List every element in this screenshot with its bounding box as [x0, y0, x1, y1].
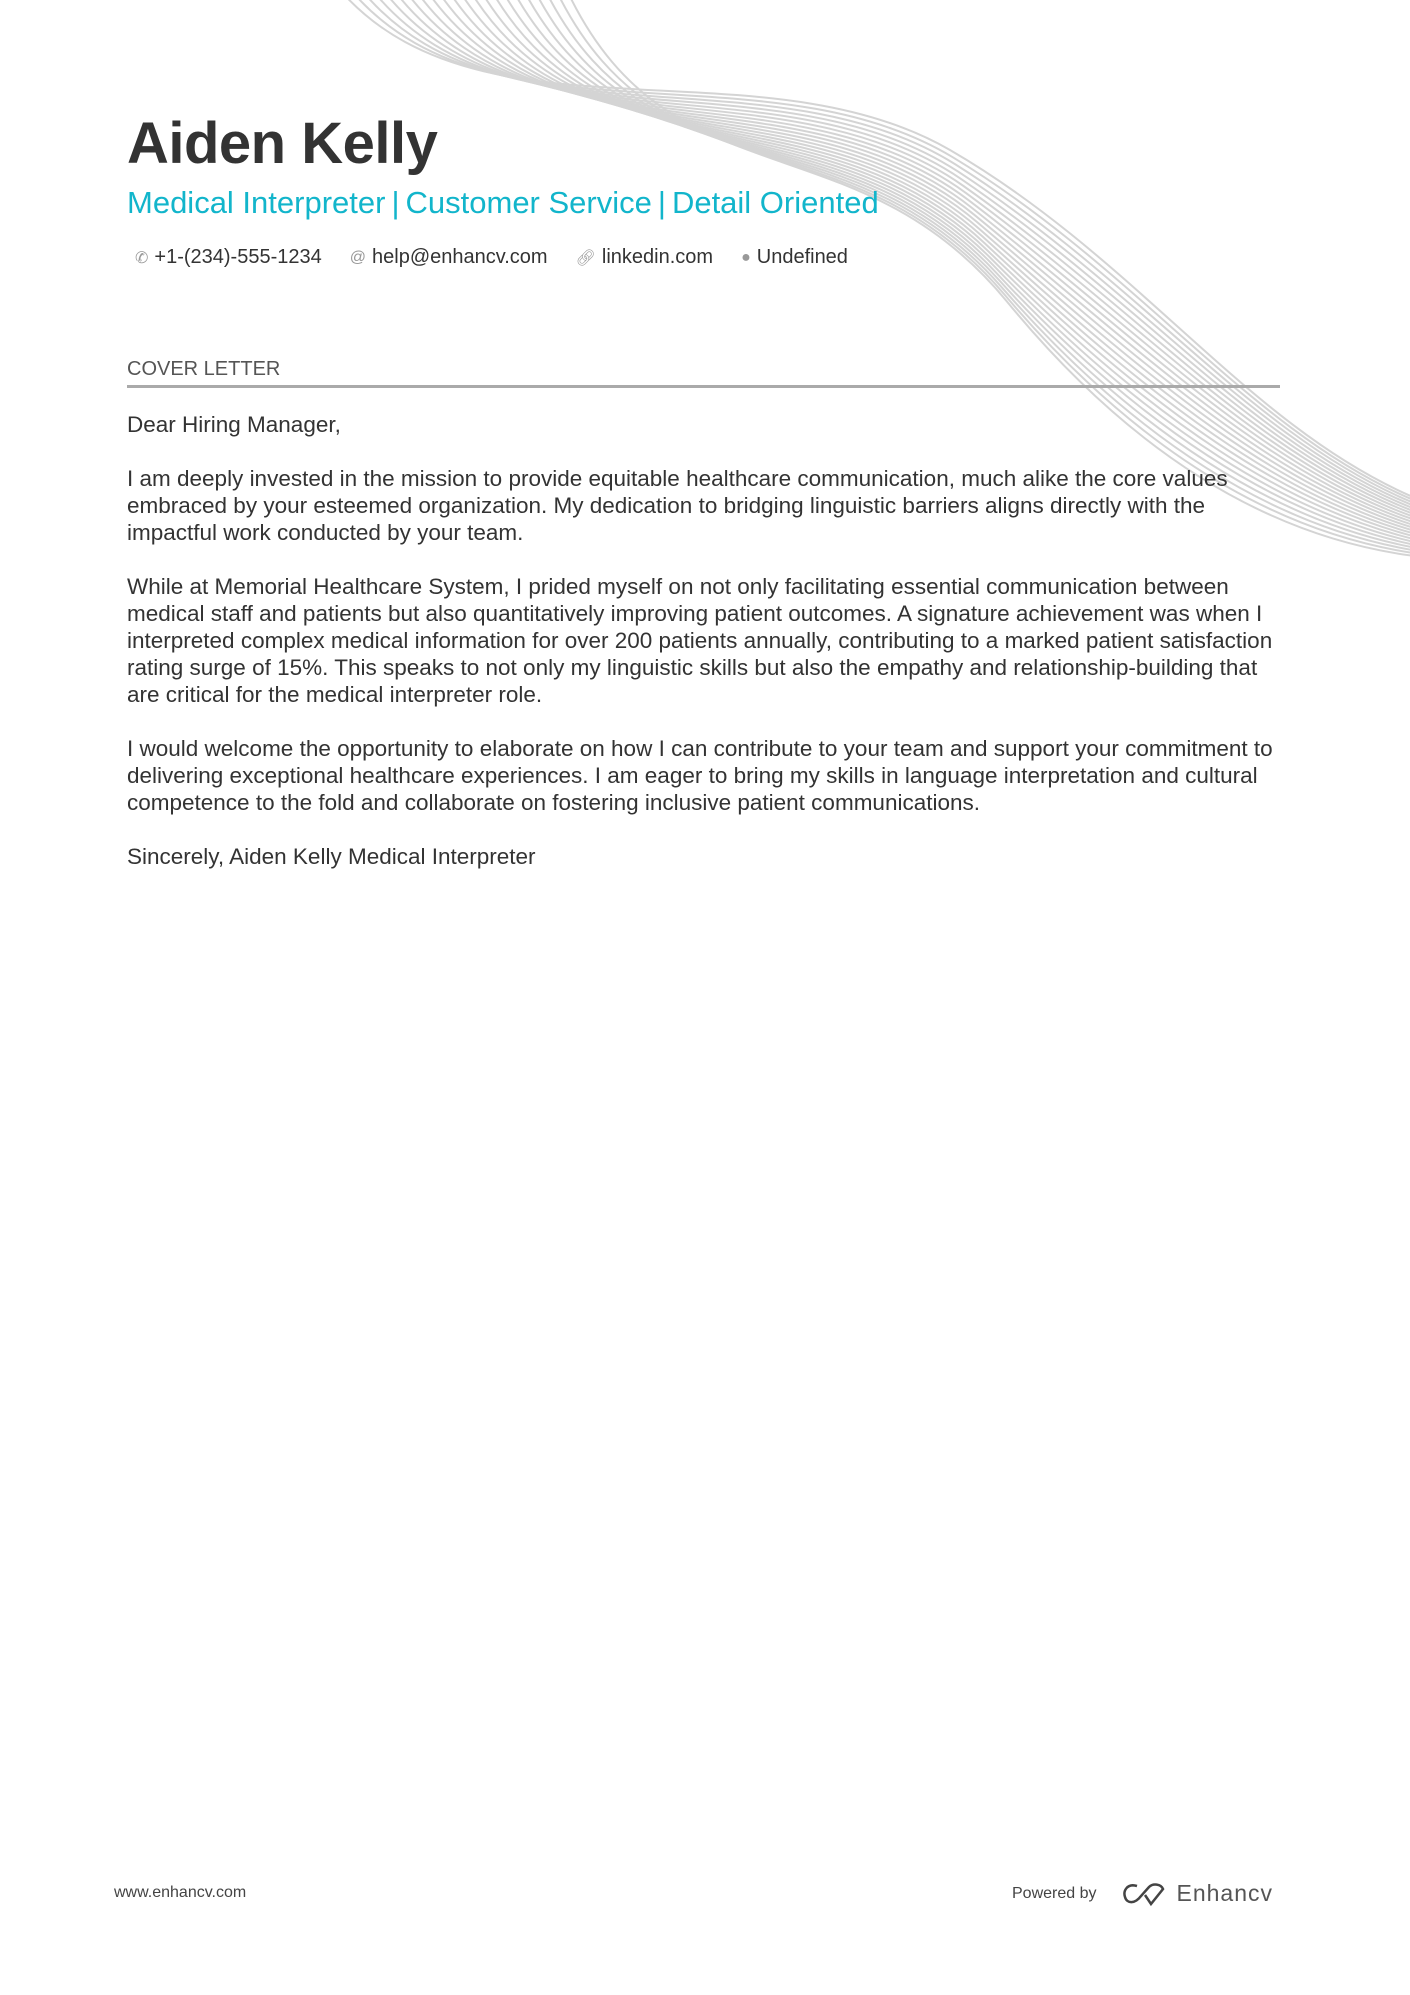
powered-by-label: Powered by: [1012, 1884, 1097, 1902]
enhancv-logo[interactable]: [1121, 1880, 1274, 1907]
headline: [127, 185, 879, 221]
paragraph: I would welcome the opportunity to elaborate on how I can contribute to your team and support your commitment to delivering exceptional healthcare experiences. I am eager to bring my skills in language interpretation and cultural competence to the fold and collaborate on fostering inclusive patient communications.: [127, 736, 1273, 815]
section-title: COVER LETTER: [127, 358, 1280, 388]
location-pin-icon: ●: [741, 248, 751, 266]
enhancv-logo-icon: [1121, 1881, 1167, 1907]
contact-location: [741, 246, 848, 269]
link-icon: 🔗︎: [575, 249, 596, 267]
contact-email[interactable]: [350, 246, 548, 269]
headline-part: Customer Service: [405, 185, 652, 220]
candidate-name: Aiden Kelly: [127, 111, 438, 176]
headline-separator: |: [657, 185, 666, 220]
phone-icon: ✆: [135, 249, 149, 267]
footer-website[interactable]: www.enhancv.com: [114, 1884, 247, 1901]
at-icon: @: [349, 248, 366, 266]
headline-separator: |: [391, 185, 400, 220]
email-text[interactable]: help@enhancv.com: [372, 246, 548, 268]
contact-phone: [135, 246, 322, 269]
brand-name: Enhancv: [1176, 1880, 1274, 1906]
headline-part: Medical Interpreter: [127, 185, 386, 220]
contact-linkedin[interactable]: [576, 246, 713, 269]
letter-body: [127, 411, 1287, 897]
paragraph: While at Memorial Healthcare System, I prided myself on not only facilitating essential communication between medical staff and patients but also quantitatively improving patient outcomes. A signature achievement was when I interpreted complex medical information for over 200 patients annually, contributing to a marked patient satisfaction rating surge of 15%. This speaks to not only my linguistic skills but also the empathy and relationship-building that are critical for the medical interpreter role.: [127, 574, 1273, 707]
footer-powered-by: [1012, 1880, 1273, 1907]
linkedin-text[interactable]: linkedin.com: [601, 246, 714, 268]
headline-part: Detail Oriented: [671, 185, 879, 220]
contact-info: [135, 246, 848, 269]
location-text: Undefined: [756, 246, 848, 268]
paragraph: I am deeply invested in the mission to provide equitable healthcare communication, much alike the core values embraced by your esteemed organization. My dedication to bridging linguistic barriers aligns directly with the impactful work conducted by your team.: [127, 466, 1228, 545]
phone-text: +1-(234)-555-1234: [154, 246, 322, 268]
greeting: Dear Hiring Manager,: [127, 412, 341, 437]
closing: Sincerely, Aiden Kelly Medical Interpreter: [127, 844, 536, 869]
